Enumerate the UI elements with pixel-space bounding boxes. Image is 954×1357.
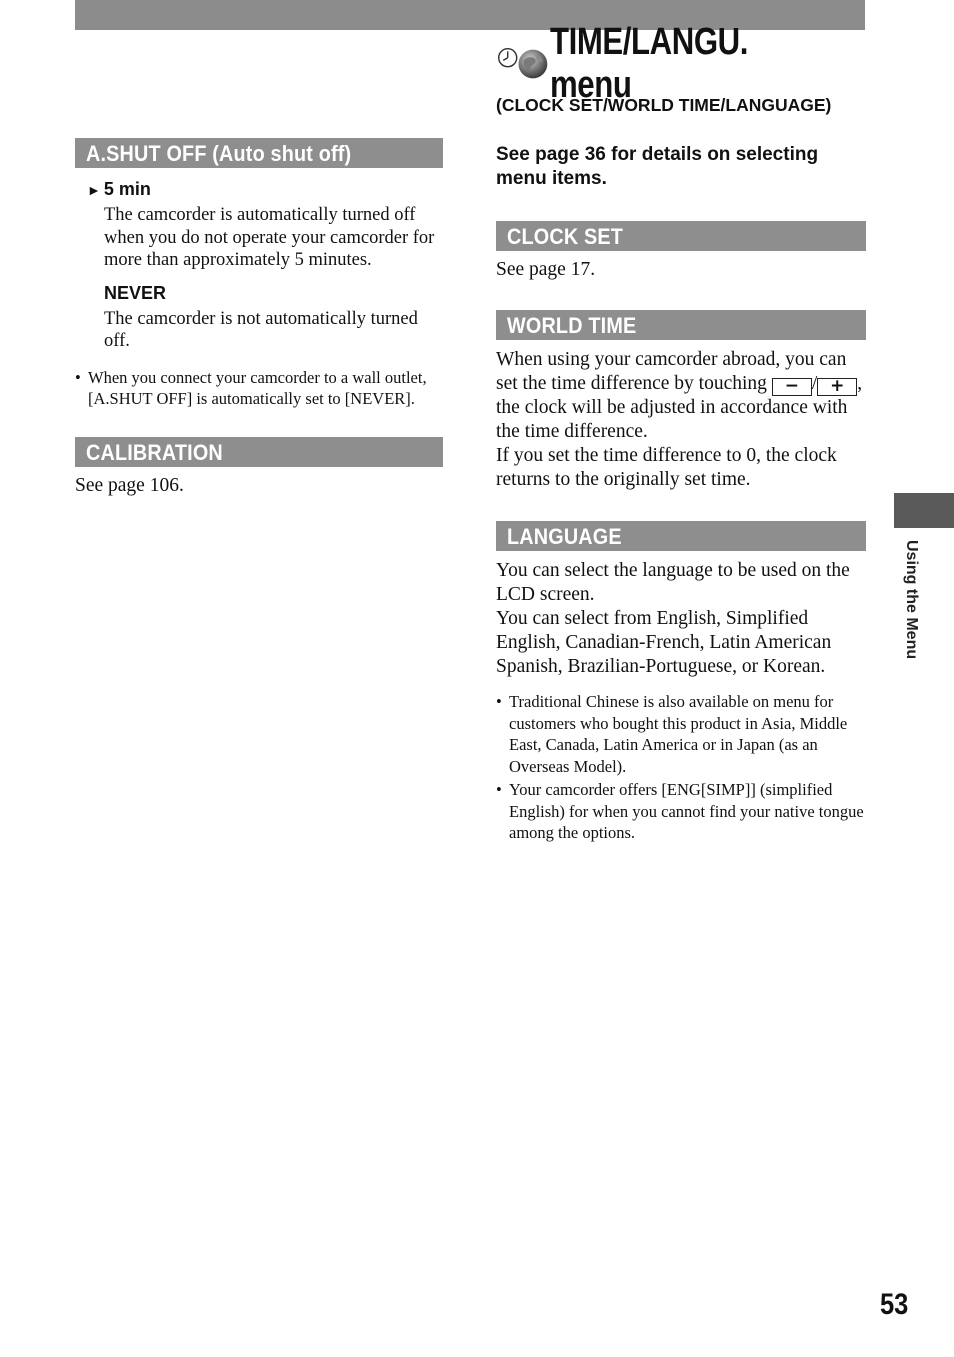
calibration-text: See page 106. — [75, 474, 184, 496]
option-name: 5 min — [103, 179, 151, 199]
world-time-text-b: , the clock will be adjusted in accordance with the time difference. — [496, 373, 863, 442]
right-column — [496, 21, 866, 846]
option-description: The camcorder is automatically turned off when you do not operate your camcorder for more than approximately 5 minutes. — [104, 205, 435, 270]
clock-globe-icon — [496, 44, 548, 84]
clock-set-text: See page 17. — [496, 259, 596, 280]
section-heading-ashut-off — [75, 138, 443, 168]
section-heading-text: LANGUAGE — [507, 524, 622, 549]
section-heading-calibration — [75, 437, 443, 467]
world-time-text-c: If you set the time difference to 0, the clock returns to the originally set time. — [496, 445, 837, 490]
world-time-text-a: When using your camcorder abroad, you can set the time difference by touching — [496, 349, 847, 394]
world-time-text — [496, 348, 866, 492]
page-title-text: TIME/LANGU. menu — [550, 21, 749, 106]
section-heading-world-time — [496, 310, 866, 340]
note-item: • Traditional Chinese is also available on menu for customers who bought this product in Asia, Middle East, Canada, Latin America or in Japan (as an Overseas Model). — [496, 691, 866, 777]
section-heading-text: CLOCK SET — [507, 224, 624, 249]
option-description: The camcorder is not automatically turned off. — [104, 308, 418, 351]
language-text-a: You can select the language to be used on the LCD screen. — [496, 560, 850, 605]
left-column — [75, 138, 443, 498]
notes-list — [496, 691, 866, 844]
notes-list — [75, 367, 443, 410]
section-heading-text: WORLD TIME — [507, 313, 637, 338]
note-item: • Your camcorder offers [ENG[SIMP]] (simplified English) for when you cannot find your native tongue among the options. — [496, 779, 866, 844]
slash: / — [811, 373, 818, 394]
language-text — [496, 559, 866, 679]
option-5min — [87, 179, 443, 200]
intro-text: See page 36 for details on selecting menu items. — [496, 144, 819, 189]
default-marker-icon: ► — [87, 182, 101, 198]
plus-button-icon: + — [817, 378, 857, 396]
page-number: 53 — [880, 1288, 909, 1321]
section-heading-language — [496, 521, 866, 551]
page-subtitle: (CLOCK SET/WORLD TIME/LANGUAGE) — [496, 95, 832, 115]
section-heading-text: A.SHUT OFF (Auto shut off) — [86, 141, 352, 166]
note-item: • When you connect your camcorder to a wall outlet, [A.SHUT OFF] is automatically set to [NEVER]. — [75, 367, 443, 410]
globe-icon — [519, 50, 548, 79]
side-tab — [894, 493, 954, 528]
language-text-b: You can select from English, Simplified English, Canadian-French, Latin American Spanish, Brazilian-Portuguese, or Korean. — [496, 608, 832, 677]
section-heading-clock-set — [496, 221, 866, 251]
option-never: NEVER — [104, 282, 167, 303]
minus-button-icon: − — [772, 378, 812, 396]
clock-icon — [499, 49, 517, 67]
side-label: Using the Menu — [903, 540, 920, 660]
section-heading-text: CALIBRATION — [86, 439, 223, 465]
